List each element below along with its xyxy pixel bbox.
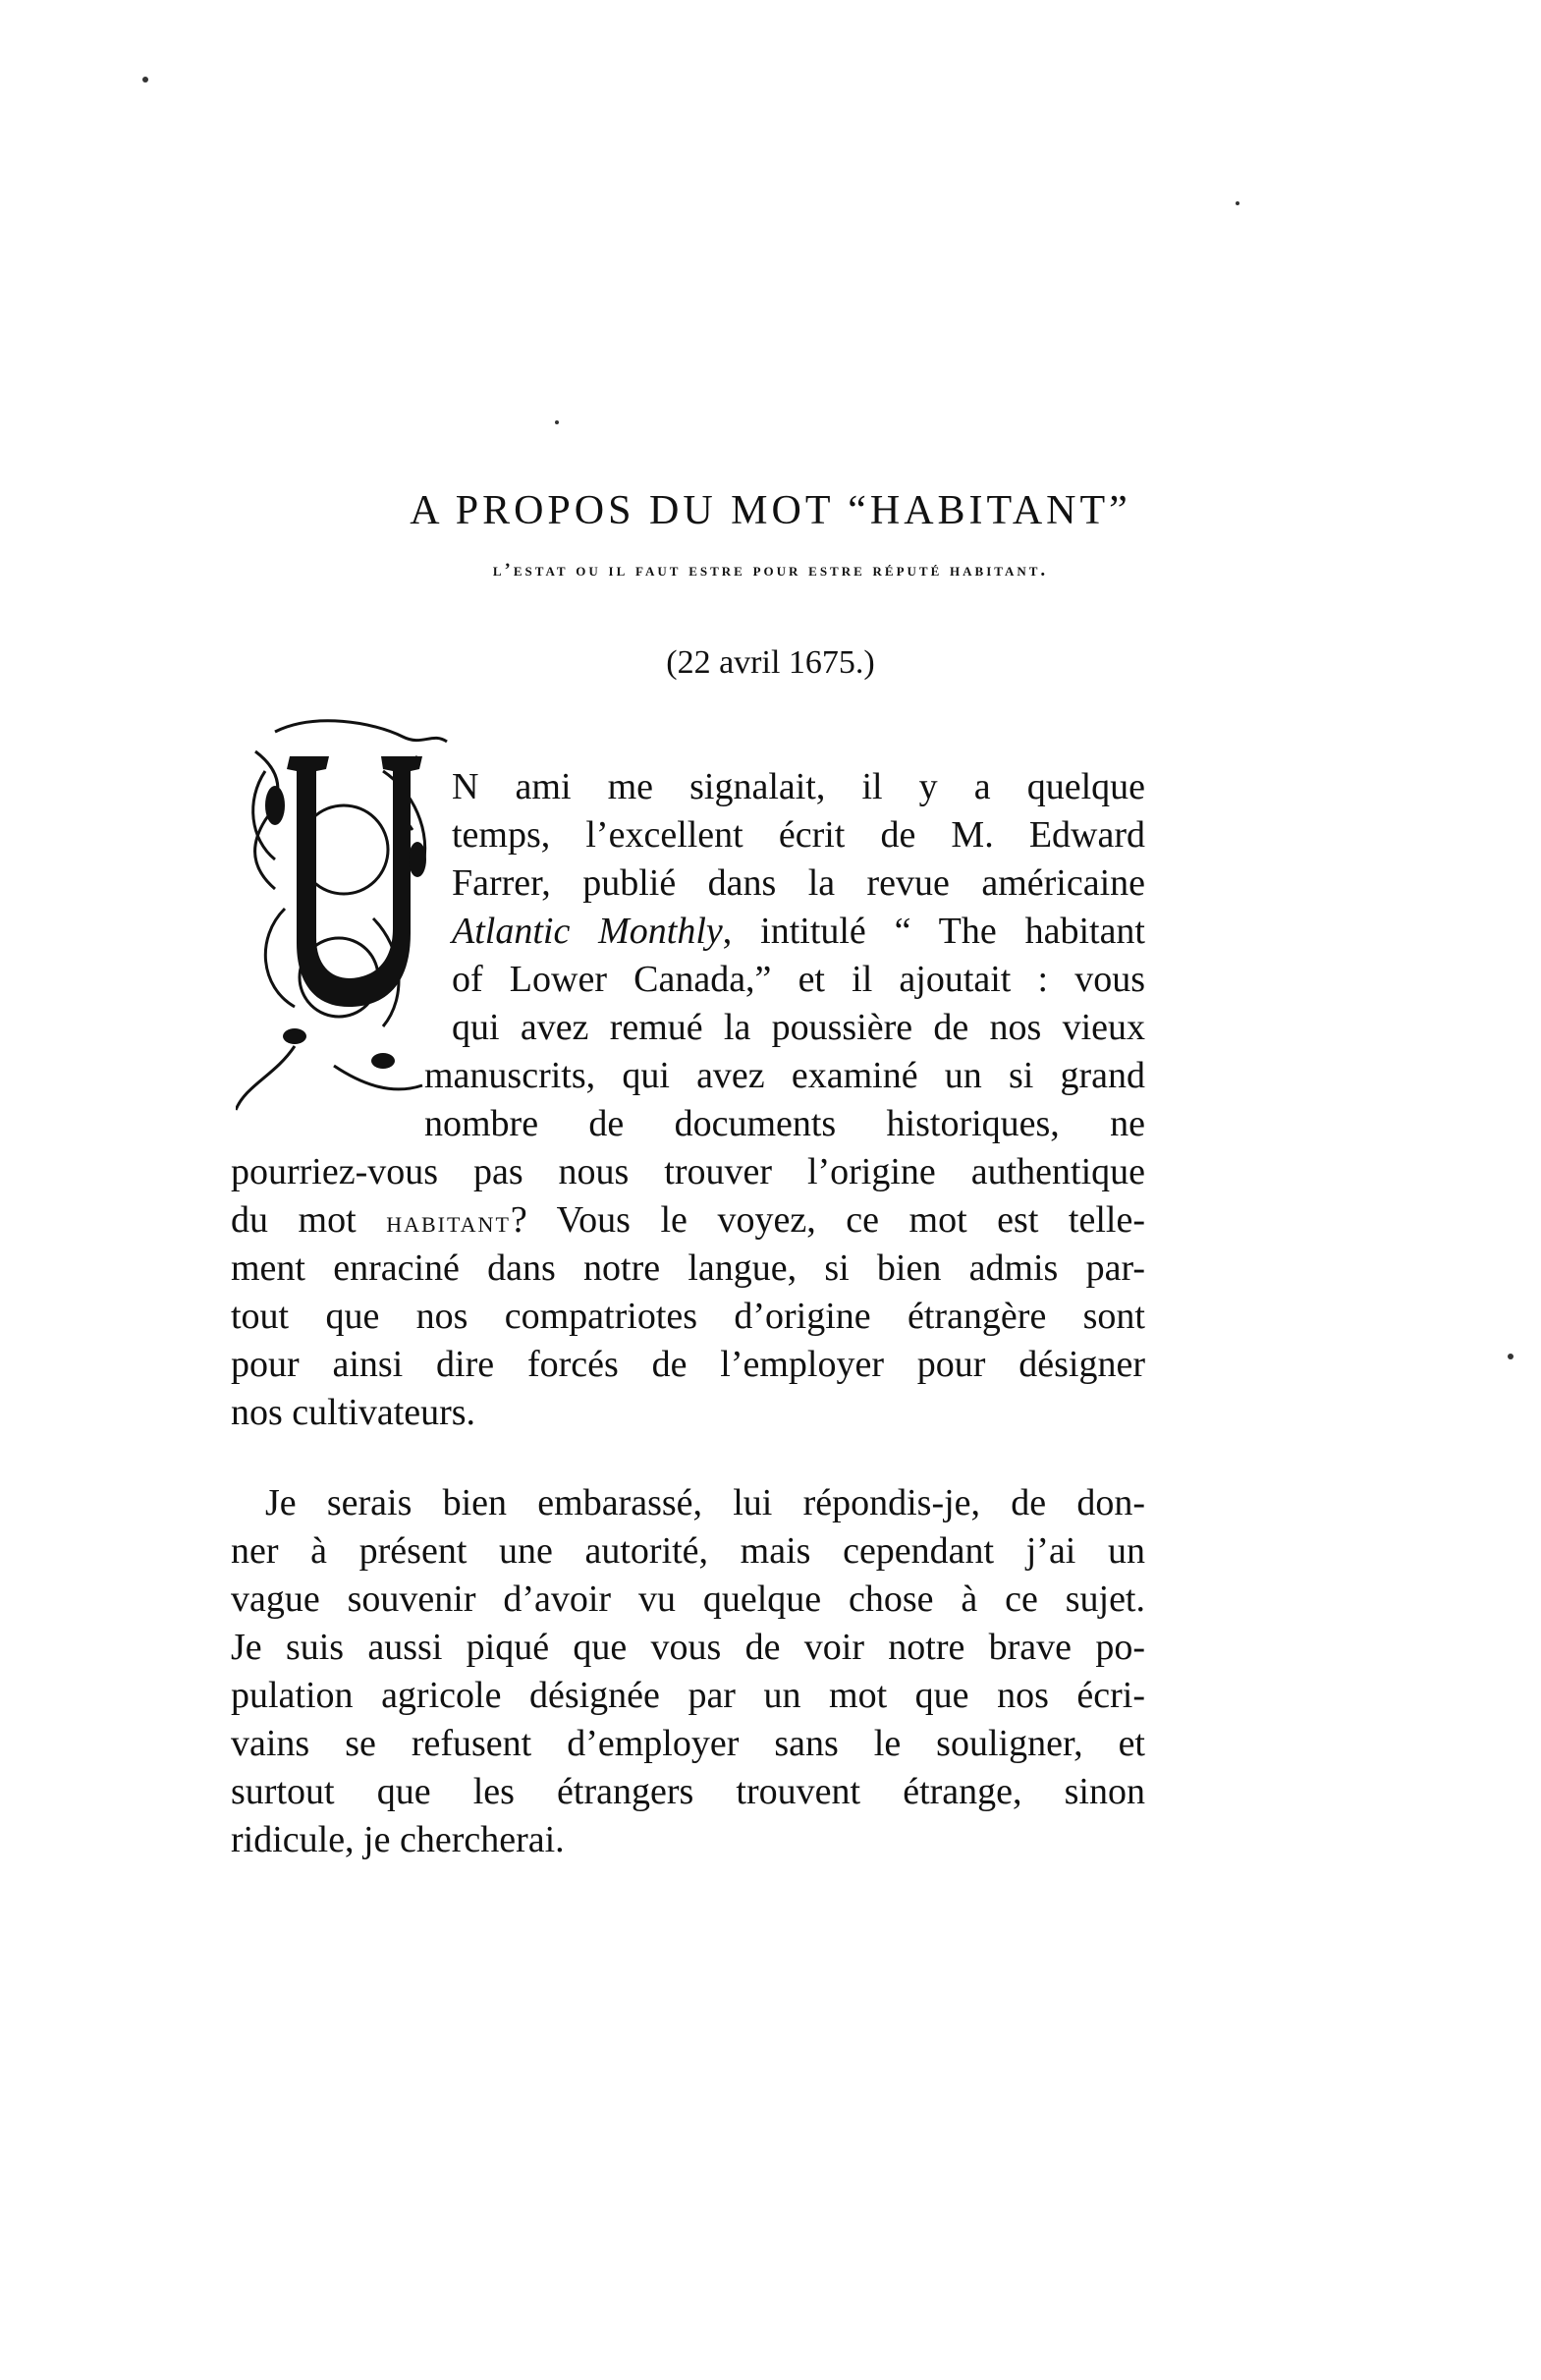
scan-speck: [1508, 1354, 1513, 1359]
paragraph1-line-text: ? Vous le voyez, ce mot est telle-: [510, 1199, 1145, 1241]
paragraph2-line: Je serais bien embarassé, lui répondis-je, de don-: [265, 1482, 1145, 1523]
paragraph1-line: Farrer, publié dans la revue américaine: [452, 862, 1145, 904]
paragraph2-line: ridicule, je chercherai.: [231, 1819, 565, 1860]
paragraph1-line: [231, 1197, 1145, 1245]
paragraph1-line: [452, 909, 1145, 954]
paragraph1-line: tout que nos compatriotes d’origine étrangère sont: [231, 1296, 1145, 1337]
drop-cap-ornament-icon: [236, 712, 452, 1115]
paragraph2-line: pulation agricole désignée par un mot que nos écri-: [231, 1675, 1145, 1716]
scan-speck: [1236, 201, 1239, 205]
paragraph1-line: ment enraciné dans notre langue, si bien admis par-: [231, 1247, 1145, 1289]
paragraph1-line: pourriez-vous pas nous trouver l’origine authentique: [231, 1151, 1145, 1192]
page-date: (22 avril 1675.): [666, 644, 875, 681]
paragraph1-line: qui avez remué la poussière de nos vieux: [452, 1007, 1145, 1048]
journal-name: Atlantic Monthly: [452, 911, 723, 952]
page-subtitle: l’estat ou il faut estre pour estre réputé habitant.: [492, 560, 1049, 581]
ornamental-drop-cap: [236, 712, 452, 1115]
keyword-habitant: habitant: [386, 1204, 511, 1239]
paragraph2-line: vains se refusent d’employer sans le souligner, et: [231, 1723, 1145, 1764]
paragraph1-line: of Lower Canada,” et il ajoutait : vous: [452, 959, 1145, 1000]
page-title: A PROPOS DU MOT “HABITANT”: [410, 488, 1131, 534]
paragraph1-line-text: , intitulé “ The habitant: [722, 911, 1145, 952]
paragraph1-line: manuscrits, qui avez examiné un si grand: [424, 1055, 1145, 1096]
paragraph2-line: ner à présent une autorité, mais cependant j’ai un: [231, 1530, 1145, 1572]
paragraph1-line: temps, l’excellent écrit de M. Edward: [452, 814, 1145, 856]
paragraph1-line: N ami me signalait, il y a quelque: [452, 766, 1145, 807]
paragraph2-line: Je suis aussi piqué que vous de voir notre brave po-: [231, 1627, 1145, 1668]
paragraph1-line: nos cultivateurs.: [231, 1392, 476, 1433]
scan-speck: [555, 420, 559, 424]
paragraph1-line-text: du mot: [231, 1199, 357, 1241]
paragraph2-line: vague souvenir d’avoir vu quelque chose à ce sujet.: [231, 1578, 1145, 1620]
paragraph1-line: nombre de documents historiques, ne: [424, 1103, 1145, 1144]
paragraph1-line: pour ainsi dire forcés de l’employer pour désigner: [231, 1344, 1145, 1385]
paragraph2-line: surtout que les étrangers trouvent étrange, sinon: [231, 1771, 1145, 1812]
scan-speck: [142, 77, 148, 83]
